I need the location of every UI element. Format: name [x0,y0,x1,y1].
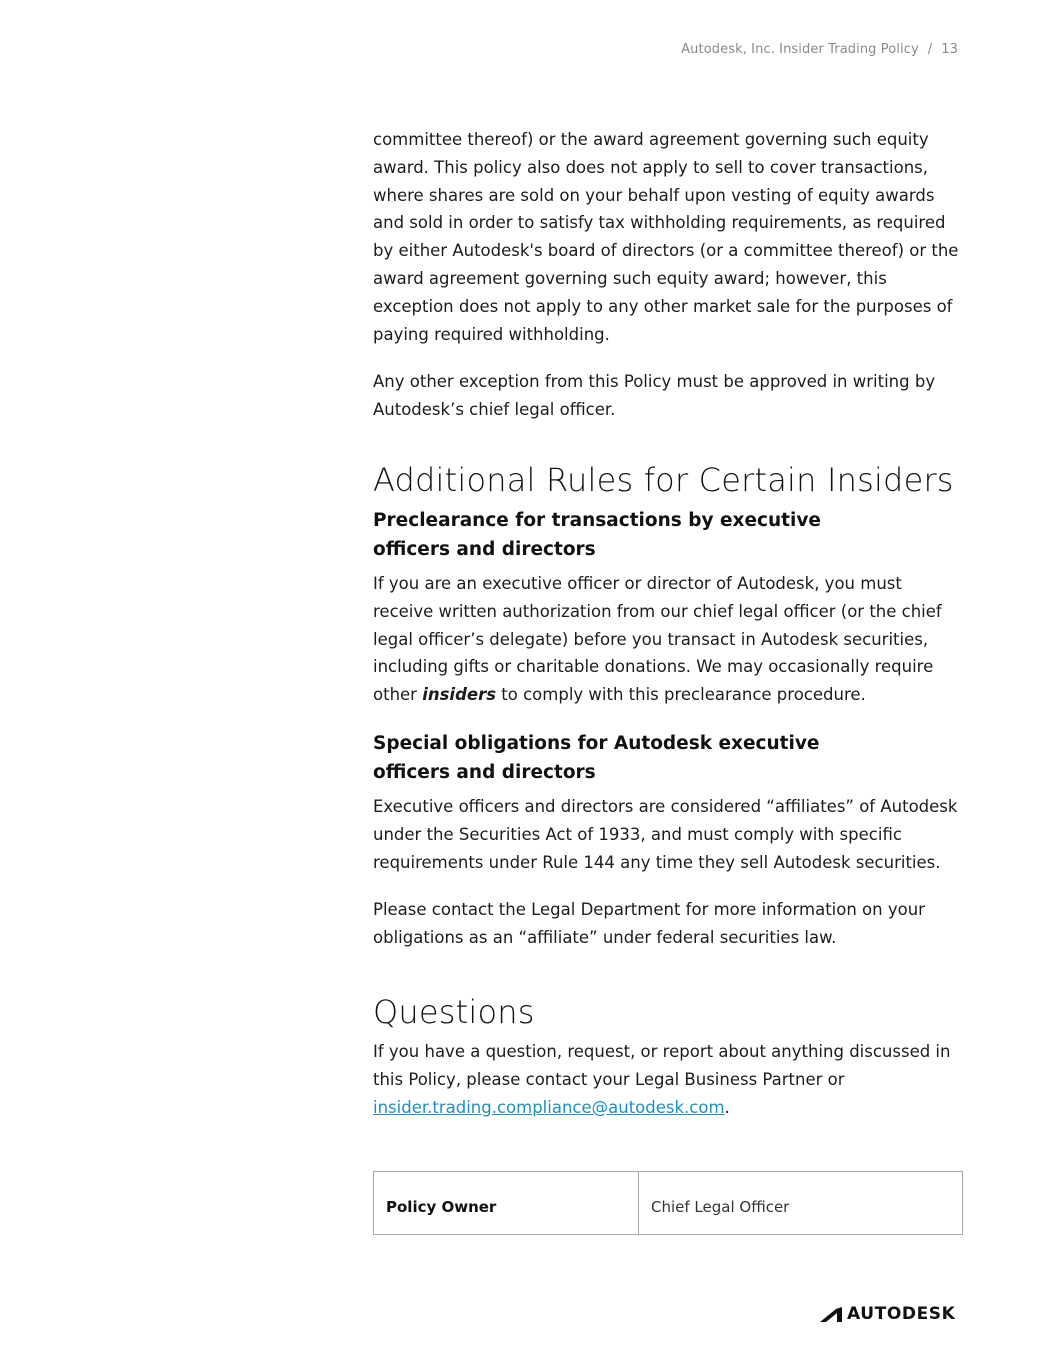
paragraph-affiliates: Executive officers and directors are considered “affiliates” of Autodesk under the Securities Act of 1933, and must comply with specific requirements under Rule 144 any time they sell Autodesk securities. [373,796,958,872]
questions-text-start: If you have a question, request, or report about anything discussed in this Policy, please contact your Legal Business Partner or [373,1041,951,1089]
paragraph-contact-legal: Please contact the Legal Department for more information on your obligations as an “affiliate” under federal securities law. [373,900,925,948]
document-title: Autodesk, Inc. Insider Trading Policy [681,42,919,57]
defined-term-insiders: insiders [422,685,497,705]
paragraph-exception-continued: committee thereof) or the award agreement governing such equity award. This policy also does not apply to sell to cover transactions, where shares are sold on your behalf upon vesting of equity awards and sold in order to satisfy tax withholding requirements, as required by either Autodesk's board of directors (or a committee thereof) or the award agreement governing such equity award; however, this exception does not apply to any other market sale for the purposes of paying required withholding. [373,130,959,344]
questions-text-end: . [724,1097,730,1117]
preclearance-text-start: If you are an executive officer or director of Autodesk, you must receive written authorization from our chief legal officer (or the chief legal officer’s delegate) before you transact in Autodesk securities, including gifts or charitable donations. We may occasionally require other [373,573,942,705]
paragraph-other-exceptions: Any other exception from this Policy must be approved in writing by Autodesk’s chief legal officer. [373,372,936,420]
preclearance-text-end: to comply with this preclearance procedure. [496,685,866,705]
table-row [374,1172,963,1235]
header-separator: / [927,42,933,57]
compliance-email-link[interactable]: insider.trading.compliance@autodesk.com [373,1097,725,1117]
subheading-preclearance: Preclearance for transactions by executive officers and directors [373,509,821,560]
autodesk-logo [820,1304,955,1324]
page-content [373,126,965,1141]
section-heading-questions: Questions [373,992,535,1031]
page-header [681,42,958,57]
section-heading-additional-rules: Additional Rules for Certain Insiders [373,460,954,499]
subheading-special-obligations: Special obligations for Autodesk executive officers and directors [373,732,820,783]
policy-owner-value: Chief Legal Officer [639,1172,963,1235]
policy-owner-table [373,1171,963,1235]
policy-owner-label: Policy Owner [374,1172,639,1235]
paragraph-questions [373,1038,965,1121]
paragraph-preclearance [373,570,965,709]
autodesk-logo-icon [820,1307,842,1322]
page-number: 13 [941,42,958,57]
autodesk-logo-text: AUTODESK [847,1304,956,1324]
